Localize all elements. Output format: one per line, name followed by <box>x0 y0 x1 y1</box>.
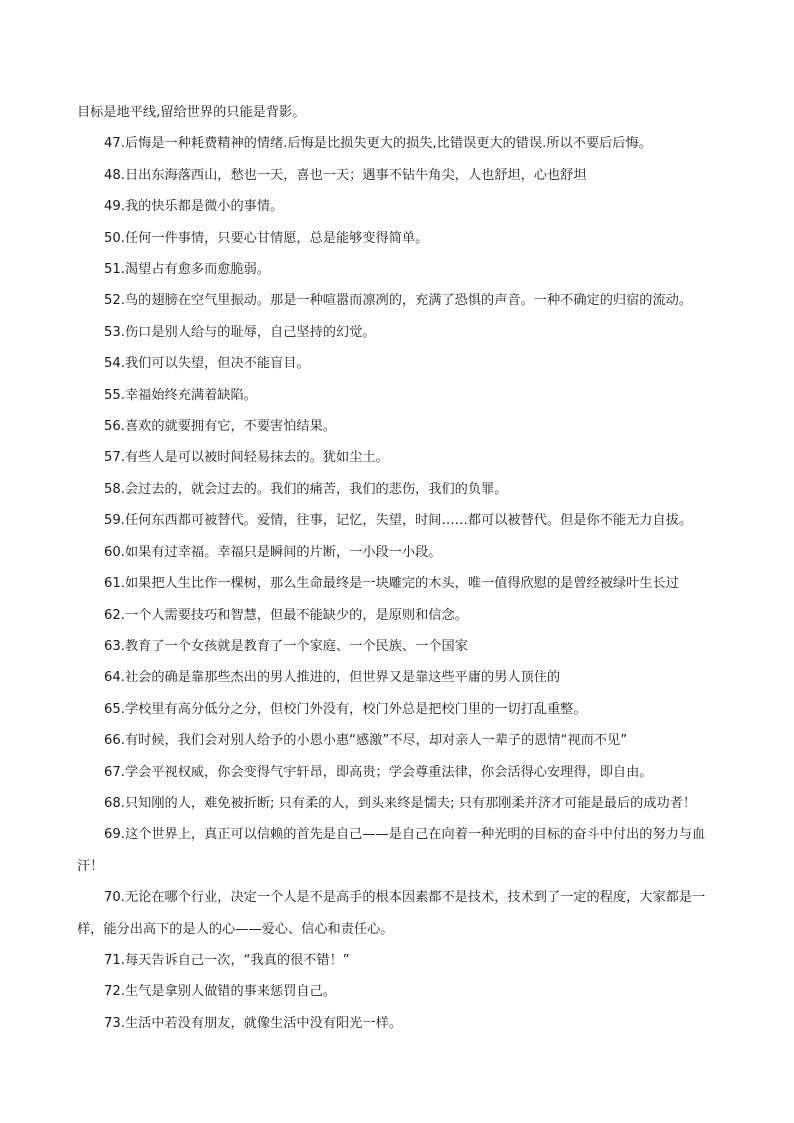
quote-50: 50.任何一件事情，只要心甘情愿，总是能够变得简单。 <box>104 230 429 246</box>
quote-72: 72.生气是拿别人做错的事来惩罚自己。 <box>104 984 336 1000</box>
quote-54: 54.我们可以失望，但决不能盲目。 <box>104 356 310 372</box>
quote-68: 68.只知刚的人，难免被折断; 只有柔的人，到头来终是懦夫; 只有那刚柔并济才可能是最后的成功者！ <box>104 795 697 811</box>
text-line: 目标是地平线,留给世界的只能是背影。 <box>77 105 306 120</box>
quote-71: 71.每天告诉自己一次，“我真的很不错！” <box>104 952 350 968</box>
quote-62: 62.一个人需要技巧和智慧，但最不能缺少的，是原则和信念。 <box>104 607 468 623</box>
quote-58: 58.会过去的，就会过去的。我们的痛苦，我们的悲伤，我们的负罪。 <box>104 481 508 497</box>
document-body <box>77 97 729 1039</box>
quote-61: 61.如果把人生比作一棵树，那么生命最终是一块雕完的木头，唯一值得欣慰的是曾经被绿叶生长过 <box>104 576 679 592</box>
quote-59: 59.任何东西都可被替代。爱情，往事，记忆，失望，时间……都可以被替代。但是你不能无力自拔。 <box>104 513 693 529</box>
quote-49: 49.我的快乐都是微小的事情。 <box>104 199 284 215</box>
quote-65: 65.学校里有高分低分之分，但校门外没有，校门外总是把校门里的一切打乱重整。 <box>104 701 587 717</box>
quote-55: 55.幸福始终充满着缺陷。 <box>104 387 257 403</box>
quote-70: 70.无论在哪个行业，决定一个人是不是高手的根本因素都不是技术，技术到了一定的程度，大家都是一样，能分出高下的是人的心——爱心、信心和责任心。 <box>77 890 706 937</box>
quote-73: 73.生活中若没有朋友，就像生活中没有阳光一样。 <box>104 1015 402 1031</box>
quote-63: 63.教育了一个女孩就是教育了一个家庭、一个民族、一个国家 <box>104 638 468 654</box>
quote-53: 53.伤口是别人给与的耻辱，自己坚持的幻觉。 <box>104 324 376 340</box>
quote-60: 60.如果有过幸福。幸福只是瞬间的片断，一小段一小段。 <box>104 544 442 560</box>
quote-64: 64.社会的确是靠那些杰出的男人推进的，但世界又是靠这些平庸的男人顶住的 <box>104 670 561 686</box>
quote-57: 57.有些人是可以被时间轻易抹去的。犹如尘土。 <box>104 450 389 466</box>
quote-56: 56.喜欢的就要拥有它，不要害怕结果。 <box>104 419 336 435</box>
quote-66: 66.有时候，我们会对别人给予的小恩小惠“感激”不尽，却对亲人一辈子的恩情“视而不见” <box>104 733 628 749</box>
quote-51: 51.渴望占有愈多而愈脆弱。 <box>104 262 271 278</box>
quote-69: 69.这个世界上，真正可以信赖的首先是自己——是自己在向着一种光明的目标的奋斗中付出的努力与血汗！ <box>77 827 706 874</box>
quote-47: 47.后悔是一种耗费精神的情绪.后悔是比损失更大的损失,比错误更大的错误.所以不要后后悔。 <box>104 136 652 152</box>
quote-52: 52.鸟的翅膀在空气里振动。那是一种喧嚣而凛冽的，充满了恐惧的声音。一种不确定的归宿的流动。 <box>104 293 693 309</box>
quote-67: 67.学会平视权威，你会变得气宇轩昂，即高贵；学会尊重法律，你会活得心安理得，即自由。 <box>104 764 653 780</box>
quote-48: 48.日出东海落西山，愁也一天，喜也一天；遇事不钻牛角尖，人也舒坦，心也舒坦 <box>104 167 587 183</box>
